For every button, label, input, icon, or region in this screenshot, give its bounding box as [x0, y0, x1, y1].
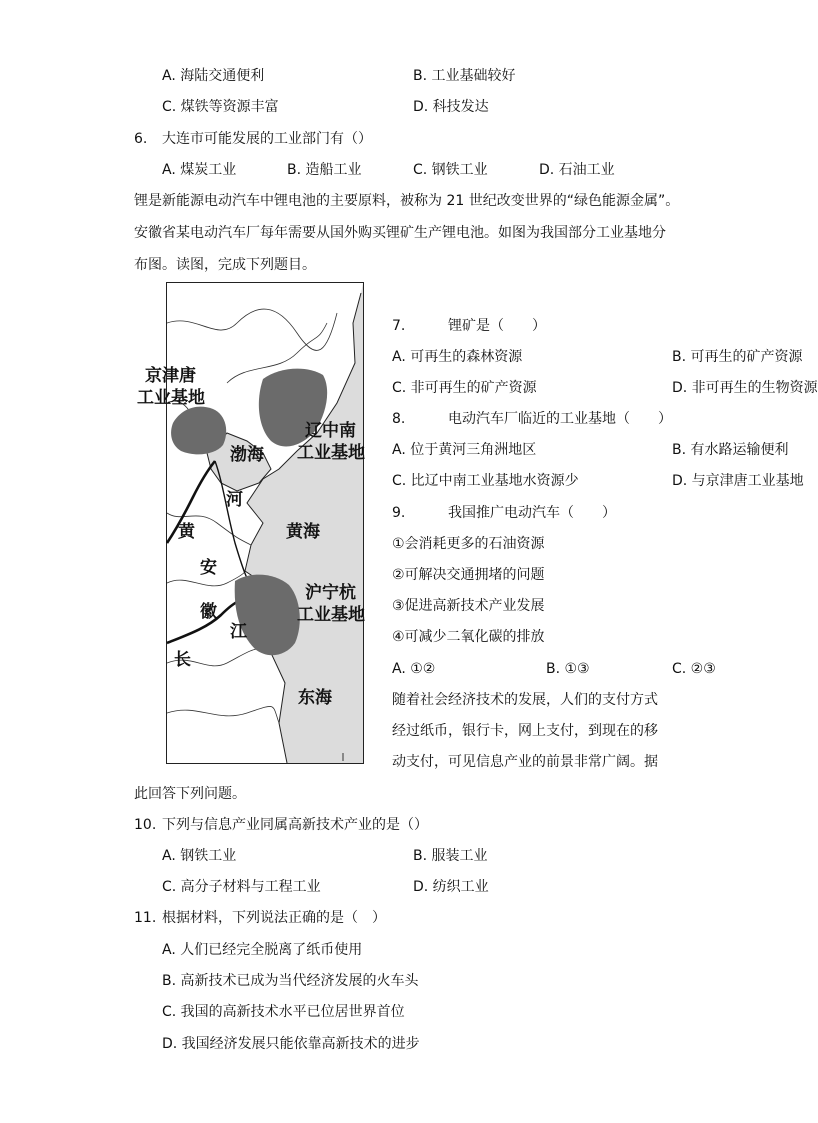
passage2-line3: 动支付，可见信息产业的前景非常广阔。据 [392, 754, 658, 770]
q8-number: 8. [392, 411, 406, 427]
q8-option-b: B. 有水路运输便利 [672, 442, 789, 458]
q6-option-a: A. 煤炭工业 [162, 162, 237, 178]
q9-statement-4: ④可减少二氧化碳的排放 [392, 629, 545, 645]
label-anhui-hui: 徽 [200, 602, 217, 622]
q7-number: 7. [392, 318, 406, 334]
q11-stem: 根据材料，下列说法正确的是（ ） [162, 910, 386, 926]
q6-stem: 大连市可能发展的工业部门有（） [162, 131, 372, 147]
q6-number: 6. [134, 131, 148, 147]
q5-option-a: A. 海陆交通便利 [162, 68, 265, 84]
q11-option-c: C. 我国的高新技术水平已位居世界首位 [162, 1004, 405, 1020]
q7-option-c: C. 非可再生的矿产资源 [392, 380, 537, 396]
q11-number: 11. [134, 910, 157, 926]
q11-option-a: A. 人们已经完全脱离了纸币使用 [162, 942, 363, 958]
label-river-huang: 黄 [178, 522, 195, 542]
label-donghai: 东海 [298, 688, 332, 708]
q9-option-a: A. ①② [392, 661, 436, 677]
q9-statement-2: ②可解决交通拥堵的问题 [392, 567, 545, 583]
q10-stem: 下列与信息产业同属高新技术产业的是（） [162, 817, 428, 833]
label-jingjintang-2: 工业基地 [137, 388, 205, 408]
q10-option-a: A. 钢铁工业 [162, 848, 237, 864]
label-huanghai: 黄海 [286, 522, 320, 542]
label-huningghang-2: 工业基地 [297, 605, 365, 625]
q7-option-a: A. 可再生的森林资源 [392, 349, 523, 365]
q9-option-c: C. ②③ [672, 661, 716, 677]
q8-option-d: D. 与京津唐工业基地 [672, 473, 804, 489]
q5-option-c: C. 煤铁等资源丰富 [162, 99, 279, 115]
q8-option-c: C. 比辽中南工业基地水资源少 [392, 473, 579, 489]
q9-number: 9. [392, 505, 406, 521]
q9-stem: 我国推广电动汽车（ ） [448, 505, 616, 521]
q10-option-b: B. 服装工业 [413, 848, 488, 864]
passage2-line1: 随着社会经济技术的发展，人们的支付方式 [392, 692, 658, 708]
label-yangtze-jiang: 江 [230, 622, 247, 642]
q11-option-d: D. 我国经济发展只能依靠高新技术的进步 [162, 1036, 420, 1052]
q10-option-d: D. 纺织工业 [413, 879, 489, 895]
label-river-he: 河 [226, 490, 243, 510]
q9-statement-3: ③促进高新技术产业发展 [392, 598, 545, 614]
q9-option-b: B. ①③ [546, 661, 590, 677]
passage2-line2: 经过纸币，银行卡，网上支付，到现在的移 [392, 723, 658, 739]
q6-option-d: D. 石油工业 [539, 162, 615, 178]
industrial-base-map [166, 282, 364, 764]
label-jingjintang-1: 京津唐 [145, 366, 196, 386]
label-liaozhongnan-1: 辽中南 [305, 421, 356, 441]
province-border-1 [167, 309, 337, 350]
q9-statement-1: ①会消耗更多的石油资源 [392, 536, 545, 552]
label-yangtze-chang: 长 [174, 650, 191, 670]
passage1-line2: 安徽省某电动汽车厂每年需要从国外购买锂矿生产锂电池。如图为我国部分工业基地分 [134, 225, 666, 241]
q5-option-d: D. 科技发达 [413, 99, 489, 115]
passage1-line1: 锂是新能源电动汽车中锂电池的主要原料，被称为 21 世纪改变世界的“绿色能源金属”。 [134, 193, 680, 209]
q6-option-c: C. 钢铁工业 [413, 162, 488, 178]
label-anhui-an: 安 [200, 558, 217, 578]
province-border-7 [167, 706, 279, 723]
map-graphic [167, 283, 363, 763]
q8-option-a: A. 位于黄河三角洲地区 [392, 442, 537, 458]
label-liaozhongnan-2: 工业基地 [297, 443, 365, 463]
jingjintang-base-area [171, 407, 226, 455]
q6-option-b: B. 造船工业 [287, 162, 362, 178]
q5-option-b: B. 工业基础较好 [413, 68, 516, 84]
q11-option-b: B. 高新技术已成为当代经济发展的火车头 [162, 973, 419, 989]
passage1-line3: 布图。读图，完成下列题目。 [134, 257, 316, 273]
q8-stem: 电动汽车厂临近的工业基地（ ） [448, 411, 672, 427]
q10-option-c: C. 高分子材料与工程工业 [162, 879, 321, 895]
q7-option-d: D. 非可再生的生物资源 [672, 380, 818, 396]
label-bohai: 渤海 [230, 445, 264, 465]
label-huningghang-1: 沪宁杭 [305, 583, 356, 603]
q7-stem: 锂矿是（ ） [448, 318, 546, 334]
passage2-line4: 此回答下列问题。 [134, 786, 246, 802]
q7-option-b: B. 可再生的矿产资源 [672, 349, 803, 365]
q10-number: 10. [134, 817, 157, 833]
huningghang-base-area [235, 575, 300, 656]
